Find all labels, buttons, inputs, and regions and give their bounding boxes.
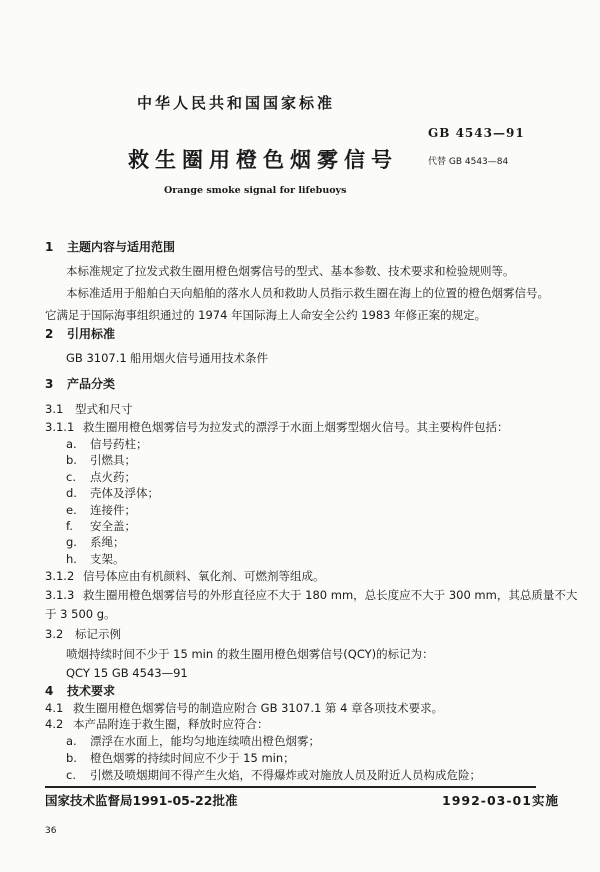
list-item-label: a.: [66, 734, 77, 748]
list-item: [66, 552, 125, 566]
clause-title: 标记示例: [75, 627, 121, 641]
list-item-text: 安全盖；: [90, 519, 136, 533]
section-number: 2: [45, 327, 54, 341]
footer-rule: [45, 786, 536, 788]
section-1-heading: [45, 240, 175, 254]
paragraph: 本标准适用于船舶白天向船舶的落水人员和救助人员指示救生圈在海上的位置的橙色烟雾信号。: [66, 286, 549, 300]
marking-description: 喷烟持续时间不少于 15 min 的救生圈用橙色烟雾信号(QCY)的标记为：: [66, 647, 434, 661]
paragraph: 本标准规定了拉发式救生圈用橙色烟雾信号的型式、基本参数、技术要求和检验规则等。: [66, 264, 515, 278]
clause-number: 3.1: [45, 402, 64, 416]
reference-item: [66, 351, 268, 365]
list-item-label: e.: [66, 503, 77, 517]
national-standard-heading: 中华人民共和国国家标准: [137, 94, 336, 112]
list-item-text: 支架。: [90, 552, 125, 566]
clause-title: 型式和尺寸: [75, 402, 133, 416]
clause-3-2: [45, 627, 121, 641]
approval-date: 国家技术监督局1991-05-22批准: [45, 793, 238, 808]
list-item: [66, 486, 159, 500]
list-item: [66, 768, 481, 782]
clause-text: 救生圈用橙色烟雾信号的制造应附合 GB 3107.1 第 4 章各项技术要求。: [73, 701, 444, 715]
clause-number: 3.1.1: [45, 420, 75, 434]
section-4-heading: [45, 684, 115, 698]
document-title: 救生圈用橙色烟雾信号: [128, 148, 398, 172]
list-item-label: d.: [66, 486, 77, 500]
list-item-text: 引燃具；: [90, 453, 136, 467]
list-item-text: 连接件；: [90, 503, 136, 517]
list-item-label: b.: [66, 751, 77, 765]
list-item: [66, 519, 136, 533]
list-item-label: f.: [66, 519, 73, 533]
clause-number: 4.2: [45, 717, 64, 731]
standard-number: GB 4543—91: [428, 126, 525, 140]
clause-number: 3.1.3: [45, 588, 75, 602]
list-item-text: 漂浮在水面上，能均匀地连续喷出橙色烟雾；: [90, 734, 320, 748]
clause-4-1: [45, 701, 443, 715]
list-item: [66, 734, 320, 748]
list-item-text: 系绳；: [90, 535, 125, 549]
section-number: 1: [45, 240, 54, 254]
list-item: [66, 751, 295, 765]
list-item: [66, 535, 125, 549]
list-item-text: 信号药柱；: [90, 437, 148, 451]
list-item: [66, 470, 136, 484]
replaces-standard: 代替 GB 4543—84: [428, 157, 509, 167]
clause-text: 本产品附连于救生圈，释放时应符合：: [73, 717, 269, 731]
section-3-heading: [45, 377, 115, 391]
list-item-label: a.: [66, 437, 77, 451]
clause-number: 3.1.2: [45, 569, 75, 583]
reference-code: GB 3107.1: [66, 351, 127, 365]
document-title-english: Orange smoke signal for lifebuoys: [164, 185, 347, 196]
section-title: 技术要求: [67, 684, 116, 698]
list-item-text: 壳体及浮体；: [90, 486, 159, 500]
clause-text: 信号体应由有机颜料、氧化剂、可燃剂等组成。: [83, 569, 325, 583]
list-item: [66, 503, 136, 517]
clause-number: 4.1: [45, 701, 64, 715]
clause-3-1-2: [45, 569, 325, 583]
list-item-label: c.: [66, 768, 76, 782]
section-number: 3: [45, 377, 54, 391]
list-item-label: g.: [66, 535, 77, 549]
clause-text: 救生圈用橙色烟雾信号的外形直径应不大于 180 mm，总长度应不大于 300 mm，其总质量不大: [83, 588, 578, 602]
clause-3-1-3: [45, 588, 577, 602]
list-item-label: c.: [66, 470, 76, 484]
clause-number: 3.2: [45, 627, 64, 641]
list-item-text: 引燃及喷烟期间不得产生火焰，不得爆炸或对施放人员及附近人员构成危险；: [90, 768, 481, 782]
section-title: 引用标准: [67, 327, 116, 341]
effective-date: 1992-03-01实施: [442, 793, 559, 808]
list-item: [66, 453, 136, 467]
clause-3-1-1: [45, 420, 509, 434]
section-title: 主题内容与适用范围: [67, 240, 176, 254]
list-item-label: b.: [66, 453, 77, 467]
page-number: 36: [45, 826, 57, 836]
section-2-heading: [45, 327, 115, 341]
section-number: 4: [45, 684, 54, 698]
list-item-text: 橙色烟雾的持续时间应不少于 15 min；: [90, 751, 295, 765]
clause-text: 救生圈用橙色烟雾信号为拉发式的漂浮于水面上烟雾型烟火信号。其主要构件包括：: [83, 420, 509, 434]
clause-3-1: [45, 402, 133, 416]
section-title: 产品分类: [67, 377, 116, 391]
list-item-text: 点火药；: [90, 470, 136, 484]
list-item: [66, 437, 148, 451]
marking-example: QCY 15 GB 4543—91: [66, 666, 188, 680]
list-item-label: h.: [66, 552, 77, 566]
paragraph: 它满足于国际海事组织通过的 1974 年国际海上人命安全公约 1983 年修正案的规定。: [45, 308, 487, 322]
clause-text-continued: 于 3 500 g。: [45, 607, 116, 621]
reference-title: 船用烟火信号通用技术条件: [130, 351, 268, 365]
clause-4-2: [45, 717, 269, 731]
